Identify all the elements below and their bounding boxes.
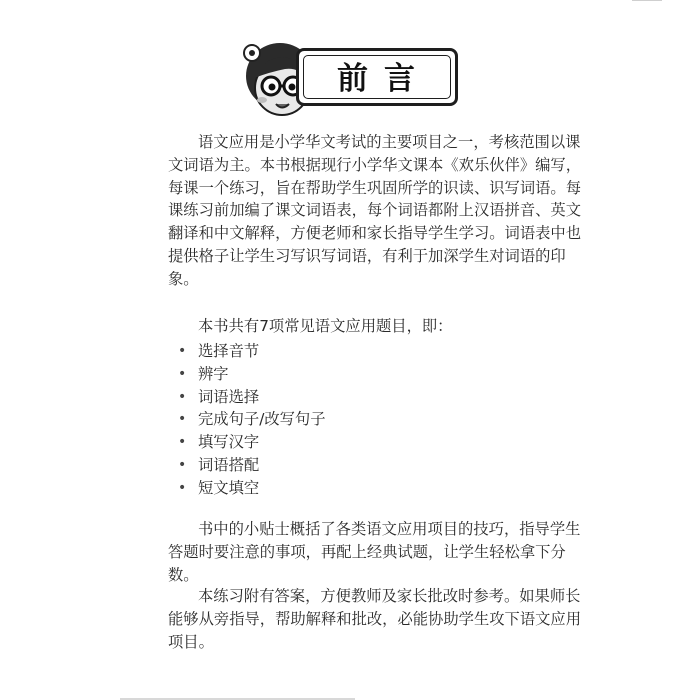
intro-line: 每课一个练习，旨在帮助学生巩固所学的识读、识写词语。每 <box>168 178 582 197</box>
intro-line: 翻译和中文解释，方便老师和家长指导学生学习。词语表中也 <box>168 224 582 243</box>
tips-line: 答题时要注意的事项，再配上经典试题，让学生轻松拿下分 <box>168 542 566 561</box>
list-item <box>178 477 326 500</box>
topics-list <box>178 340 326 500</box>
topic-label: 完成句子/改写句子 <box>198 410 326 429</box>
bullet-icon: • <box>178 388 187 405</box>
answers-line: 项目。 <box>168 632 214 651</box>
topic-label: 填写汉字 <box>198 433 260 452</box>
intro-line: 象。 <box>168 269 199 288</box>
bullet-icon: • <box>178 479 187 496</box>
topic-label: 词语搭配 <box>198 455 260 474</box>
list-item <box>178 340 326 363</box>
topic-label: 短文填空 <box>198 478 260 497</box>
answers-line: 能够从旁指导，帮助解释和批改，必能协助学生攻下语文应用 <box>168 609 582 628</box>
tips-paragraph <box>168 518 581 586</box>
page-title: 前言 <box>337 61 431 97</box>
topics-lead-line: 本书共有7项常见语文应用题目，即： <box>198 317 453 335</box>
bullet-icon: • <box>178 456 187 473</box>
topic-label: 词语选择 <box>198 387 260 406</box>
tips-line: 书中的小贴士概括了各类语文应用项目的技巧，指导学生 <box>198 520 581 538</box>
bullet-icon: • <box>178 343 187 359</box>
topic-label: 选择音节 <box>198 342 260 360</box>
topic-label: 辨字 <box>198 364 229 383</box>
topics-lead <box>168 315 566 338</box>
list-item <box>178 363 326 386</box>
preface-header <box>240 36 470 126</box>
answers-paragraph <box>168 585 582 653</box>
bullet-icon: • <box>178 365 187 382</box>
title-frame <box>296 48 458 106</box>
intro-paragraph <box>168 131 582 291</box>
bullet-icon: • <box>178 411 187 428</box>
list-item <box>178 386 326 409</box>
page-edge-mark <box>632 0 662 5</box>
intro-line: 课练习前加编了课文词语表，每个词语都附上汉语拼音、英文 <box>168 201 582 220</box>
bullet-icon: • <box>178 434 187 451</box>
answers-line: 本练习附有答案，方便教师及家长批改时参考。如果师长 <box>198 587 581 605</box>
intro-line: 语文应用是小学华文考试的主要项目之一，考核范围以课 <box>198 133 581 151</box>
list-item <box>178 454 326 477</box>
list-item <box>178 408 326 431</box>
intro-line: 提供格子让学生习写识写词语，有利于加深学生对词语的印 <box>168 246 566 265</box>
list-item <box>178 431 326 454</box>
tips-line: 数。 <box>168 565 199 584</box>
intro-line: 文词语为主。本书根据现行小学华文课本《欢乐伙伴》编写， <box>168 155 582 174</box>
